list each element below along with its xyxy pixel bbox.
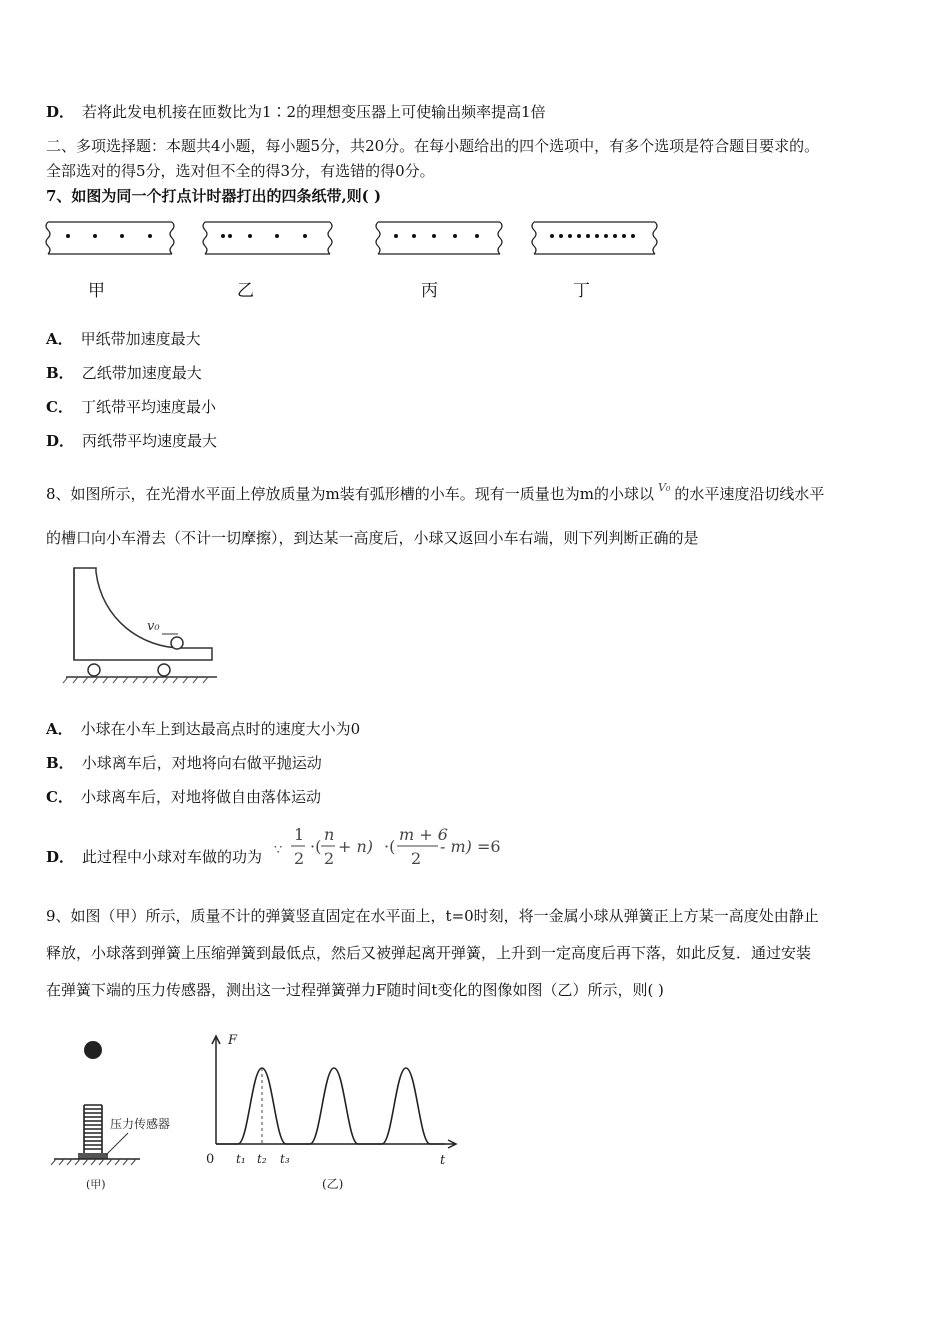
q9-stem-line3: 在弹簧下端的压力传感器，测出这一过程弹簧弹力F随时间t变化的图像如图（乙）所示，则( ) (46, 981, 664, 999)
q8-cart-figure (62, 560, 222, 690)
tape-jia (46, 222, 174, 254)
q7-option-b[interactable]: B． 乙纸带加速度最大 (46, 364, 202, 382)
wheel-left (88, 664, 100, 676)
prev-option-d: D． 若将此发电机接在匝数比为1∶2的理想变压器上可使输出频率提高1倍 (46, 103, 546, 121)
svg-text:1: 1 (294, 825, 305, 844)
origin-label: 0 (206, 1152, 215, 1167)
q9-figure-jia (48, 1035, 208, 1195)
force-curve (216, 1068, 445, 1144)
cart-v0-label: v₀ (147, 619, 160, 634)
q7-stem: 7、如图为同一个打点计时器打出的四条纸带,则( ) (46, 187, 382, 205)
tape-label-bing: 丙 (421, 281, 438, 301)
tape-label-yi: 乙 (237, 281, 254, 301)
fig-jia-caption: (甲) (86, 1178, 106, 1191)
q8-option-d[interactable]: D． 此过程中小球对车做的功为 (46, 848, 263, 866)
q9-stem-line1: 9、如图（甲）所示，质量不计的弹簧竖直固定在水平面上，t=0时刻，将一金属小球从弹簧正上方某一高度处由静止 (46, 907, 819, 925)
q9-figure-yi (200, 1030, 470, 1195)
q8-option-b[interactable]: B． 小球离车后，对地将向右做平抛运动 (46, 754, 322, 772)
t3-label: t₃ (280, 1152, 290, 1166)
q7-option-c[interactable]: C． 丁纸带平均速度最小 (46, 398, 216, 416)
section-heading-line2: 全部选对的得5分，选对但不全的得3分，有选错的得0分。 (46, 162, 435, 180)
fig-yi-caption: (乙) (322, 1177, 344, 1191)
spring (84, 1105, 102, 1153)
tape-label-ding: 丁 (573, 281, 590, 301)
svg-text:·(: ·( (310, 837, 322, 856)
cart-body (74, 568, 212, 660)
q8-option-d-formula (272, 822, 502, 870)
t1-label: t₁ (236, 1152, 246, 1166)
v0-symbol: V₀ (658, 481, 671, 494)
svg-text:n: n (324, 825, 335, 844)
q7-option-d[interactable]: D． 丙纸带平均速度最大 (46, 432, 218, 450)
wheel-right (158, 664, 170, 676)
svg-text:=6: =6 (477, 837, 501, 856)
svg-text:·(: ·( (384, 837, 396, 856)
q7-paper-tapes (40, 214, 680, 264)
tape-bing (376, 222, 502, 254)
section-heading-line1: 二、多项选择题：本题共4小题，每小题5分，共20分。在每小题给出的四个选项中，有多个选项是符合题目要求的。 (46, 137, 820, 155)
q8-option-c[interactable]: C． 小球离车后，对地将做自由落体运动 (46, 788, 321, 806)
pressure-sensor (78, 1153, 108, 1159)
axis-label-t: t (440, 1153, 446, 1168)
svg-text:2: 2 (411, 849, 422, 868)
q8-stem-line1: 8、如图所示，在光滑水平面上停放质量为m装有弧形槽的小车。现有一质量也为m的小球以 $^{V_0}$ 的水平速度沿切线水平 (46, 481, 825, 503)
svg-text:2: 2 (324, 849, 335, 868)
q8-option-a[interactable]: A． 小球在小车上到达最高点时的速度大小为0 (46, 720, 361, 738)
q9-stem-line2: 释放，小球落到弹簧上压缩弹簧到最低点，然后又被弹起离开弹簧，上升到一定高度后再下落，如此反复．通过安装 (46, 944, 812, 962)
tape-label-jia: 甲 (88, 281, 105, 301)
q8-stem-line2: 的槽口向小车滑去（不计一切摩擦），到达某一高度后，小球又返回小车右端，则下列判断正确的是 (46, 529, 699, 547)
tape-ding (532, 222, 657, 254)
axis-label-f: F (228, 1033, 238, 1048)
q7-option-a[interactable]: A． 甲纸带加速度最大 (46, 330, 201, 348)
ball (171, 637, 183, 649)
tape-yi (203, 222, 332, 254)
svg-text:m + 6: m + 6 (399, 825, 448, 844)
svg-text:∵: ∵ (274, 843, 283, 858)
svg-text:+ n): + n) (338, 837, 374, 856)
svg-text:- m): - m) (440, 837, 472, 856)
svg-text:2: 2 (294, 849, 305, 868)
sensor-label: 压力传感器 (110, 1117, 171, 1131)
metal-ball (84, 1041, 102, 1059)
t2-label: t₂ (257, 1152, 267, 1166)
